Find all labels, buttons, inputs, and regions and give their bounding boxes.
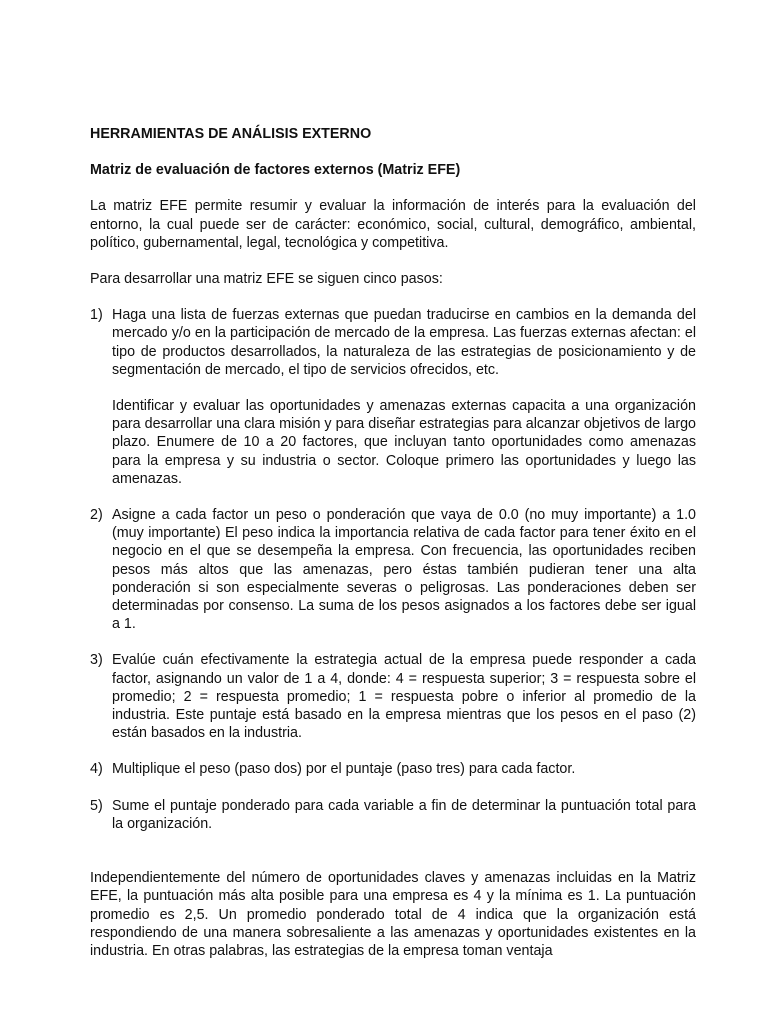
step-paragraph: Asigne a cada factor un peso o ponderación que vaya de 0.0 (no muy importante) a 1.0 (muy importante) El peso indica la importancia relativa de cada factor para tener éxito en el negocio en el que se desempeña la empresa. Con frecuencia, las oportunidades reciben pesos más altos que las amenazas, pero éstas también pudieran tener una alta ponderación si son especialmente severas o peligrosas. Las ponderaciones deben ser determinadas por consenso. La suma de los pesos asignados a los factores debe ser igual a 1. [112, 507, 696, 633]
step-number: 4) [90, 761, 103, 778]
list-item [90, 651, 696, 742]
blank-line [90, 851, 696, 869]
intro-paragraph: La matriz EFE permite resumir y evaluar la información de interés para la evaluación del entorno, la cual puede ser de carácter: económico, social, cultural, demográfico, ambiental, político, gubernamental, legal, tecnológica y competitiva. [90, 198, 696, 251]
step-paragraph: Evalúe cuán efectivamente la estrategia actual de la empresa puede responder a cada factor, asignando un valor de 1 a 4, donde: 4 = respuesta superior; 3 = respuesta sobre el promedio; 2 = respuesta promedio; 1 = respuesta pobre o inferior al promedio de la industria. Este puntaje está basado en la empresa mientras que los pesos en el paso (2) están basados en la industria. [112, 652, 696, 742]
steps-intro-paragraph: Para desarrollar una matriz EFE se siguen cinco pasos: [90, 271, 443, 288]
step-paragraph: Haga una lista de fuerzas externas que puedan traducirse en cambios en la demanda del mercado y/o en la participación de mercado de la empresa. Las fuerzas externas afectan: el tipo de productos desarrollados, la naturaleza de las estrategias de posicionamiento y de segmentación de mercado, el tipo de servicios ofrecidos, etc. [112, 307, 696, 378]
step-paragraph: Multiplique el peso (paso dos) por el puntaje (paso tres) para cada factor. [112, 761, 576, 778]
step-number: 2) [90, 507, 103, 524]
step-paragraph: Identificar y evaluar las oportunidades y amenazas externas capacita a una organización para desarrollar una clara misión y para diseñar estrategias para alcanzar objetivos de largo plazo. Enumere de 10 a 20 factores, que incluyan tanto oportunidades como amenazas para la empresa y su industria o sector. Coloque primero las oportunidades y luego las amenazas. [112, 398, 696, 487]
step-number: 5) [90, 797, 103, 814]
steps-list [90, 306, 696, 833]
list-item [90, 306, 696, 488]
list-item [90, 797, 696, 833]
document-title: HERRAMIENTAS DE ANÁLISIS EXTERNO [90, 126, 372, 142]
step-number: 1) [90, 307, 103, 324]
closing-paragraph: Independientemente del número de oportunidades claves y amenazas incluidas en la Matriz EFE, la puntuación más alta posible para una empresa es 4 y la mínima es 1. La puntuación promedio es 2,5. Un promedio ponderado total de 4 indica que la organización está respondiendo de una manera sobresaliente a las amenazas y oportunidades existentes en la industria. En otras palabras, las estrategias de la empresa toman ventaja [90, 870, 696, 959]
step-paragraph: Sume el puntaje ponderado para cada variable a fin de determinar la puntuación total para la organización. [112, 797, 696, 832]
list-item [90, 760, 696, 778]
section-title: Matriz de evaluación de factores externos (Matriz EFE) [90, 162, 461, 179]
document-page [90, 125, 696, 978]
step-number: 3) [90, 652, 103, 669]
list-item [90, 506, 696, 633]
